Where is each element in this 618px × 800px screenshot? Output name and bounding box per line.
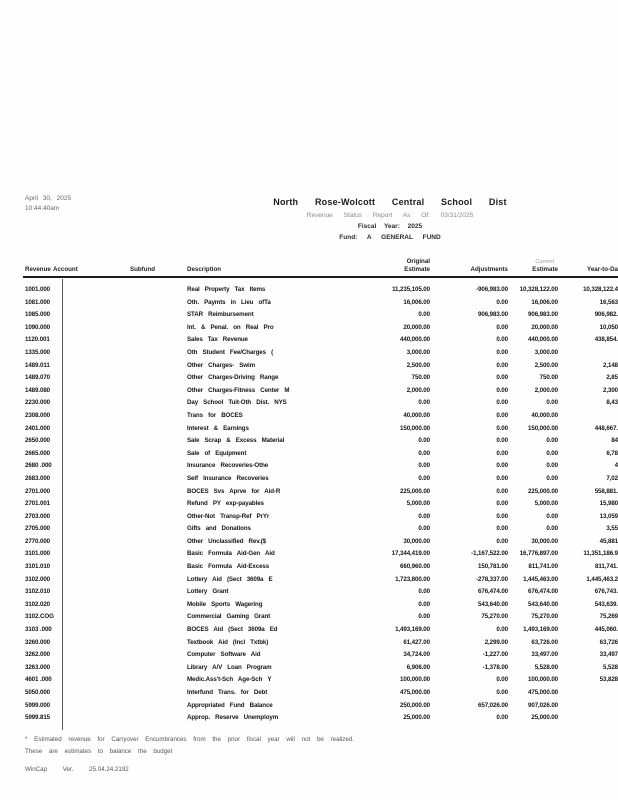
adjustments: -278,337.00 <box>476 575 508 583</box>
adjustments: 906,983.00 <box>478 311 508 319</box>
description: Textbook Aid (Incl Txtbk) <box>187 638 269 646</box>
original-estimate: 25,000.00 <box>403 714 430 722</box>
revenue-code: 4601 .000 <box>25 676 52 684</box>
revenue-code: 1085.000 <box>25 311 51 319</box>
header-rule <box>23 276 618 278</box>
adjustments: 676,474.00 <box>478 588 508 596</box>
table-row <box>0 688 618 701</box>
table-row <box>0 361 618 374</box>
year-to-date: 3,55 <box>606 525 618 533</box>
adjustments: 75,270.00 <box>481 613 508 621</box>
adjustments: 0.00 <box>496 626 508 634</box>
year-to-date: 2,85 <box>606 374 618 382</box>
footnote-1: * Estimated revenue for Carryover Encumbrances from the prior fiscal year will not be realized. <box>25 736 354 743</box>
year-to-date: 15,980 <box>599 500 618 508</box>
table-row <box>0 436 618 449</box>
original-estimate: 475,000.00 <box>400 689 430 696</box>
current-estimate: 2,000.00 <box>534 386 558 394</box>
table-row <box>0 323 618 336</box>
revenue-code: 5999.000 <box>25 701 51 709</box>
year-to-date: 1,445,463.2 <box>586 575 618 583</box>
adjustments: 0.00 <box>496 298 508 306</box>
current-estimate: 100,000.00 <box>528 676 558 684</box>
table-row <box>0 461 618 474</box>
table-body <box>0 285 618 726</box>
revenue-code: 2770.000 <box>25 537 51 545</box>
revenue-code: 3101.000 <box>25 550 51 558</box>
original-estimate: 0.00 <box>418 449 430 457</box>
table-row <box>0 512 618 525</box>
original-estimate: 16,006.00 <box>403 298 430 306</box>
current-estimate: 150,000.00 <box>528 424 558 432</box>
revenue-code: 2650.000 <box>25 437 51 445</box>
year-to-date: 63,726 <box>599 638 618 646</box>
revenue-code: 1120.001 <box>25 336 50 344</box>
current-estimate: 0.00 <box>546 525 558 533</box>
current-estimate: 5,000.00 <box>534 500 558 508</box>
table-row <box>0 713 618 726</box>
current-estimate: 811,741.00 <box>528 563 558 571</box>
table-row <box>0 675 618 688</box>
current-estimate: 907,026.00 <box>528 701 558 709</box>
adjustments: 0.00 <box>496 525 508 533</box>
adjustments: -1,227.00 <box>482 651 508 659</box>
revenue-code: 3260.000 <box>25 638 51 646</box>
description: Appropriated Fund Balance <box>187 701 273 709</box>
table-row <box>0 499 618 512</box>
original-estimate: 30,000.00 <box>403 537 430 545</box>
adjustments: 0.00 <box>496 500 508 508</box>
original-estimate: 0.00 <box>418 525 430 533</box>
adjustments: -1,378.00 <box>482 663 508 671</box>
year-to-date: 84 <box>611 437 618 445</box>
current-estimate: 0.00 <box>546 449 558 457</box>
current-estimate: 225,000.00 <box>528 487 558 495</box>
col-header-original-2: Estimate <box>404 266 430 273</box>
app-version: 25.04.24.2192 <box>89 766 129 773</box>
adjustments: 0.00 <box>496 537 508 545</box>
adjustments: 0.00 <box>496 361 508 369</box>
revenue-code: 2401.000 <box>25 424 51 432</box>
col-header-current-1: Current <box>535 259 554 265</box>
adjustments: 0.00 <box>496 374 508 382</box>
year-to-date: 7,02 <box>606 474 618 482</box>
revenue-code: 3103 .000 <box>25 626 52 634</box>
description: Commercial Gaming Grant <box>187 613 271 621</box>
fund-name: Fund: A GENERAL FUND <box>339 234 441 241</box>
year-to-date: 558,881. <box>594 487 618 495</box>
original-estimate: 20,000.00 <box>403 323 430 331</box>
adjustments: -1,167,522.00 <box>471 550 508 558</box>
year-to-date: 10,050 <box>599 323 618 331</box>
year-to-date: 906,982. <box>594 311 618 319</box>
adjustments: 657,026.00 <box>478 701 508 709</box>
revenue-code: 3102.020 <box>25 600 51 608</box>
year-to-date: 445,060. <box>594 626 618 634</box>
description: Insurance Recoveries-Othe <box>187 462 269 470</box>
table-row <box>0 373 618 386</box>
col-header-description: Description <box>187 266 222 273</box>
adjustments: 0.00 <box>496 449 508 457</box>
table-row <box>0 575 618 588</box>
current-estimate: 25,000.00 <box>531 714 558 722</box>
revenue-code: 2703.000 <box>25 512 51 520</box>
current-estimate: 3,000.00 <box>534 348 558 356</box>
description: STAR Reimbursement <box>187 311 254 319</box>
footnote-2: These are estimates to balance the budget <box>25 748 173 755</box>
table-row <box>0 587 618 600</box>
current-estimate: 30,000.00 <box>531 537 558 545</box>
table-row <box>0 701 618 714</box>
adjustments: -906,983.00 <box>476 286 508 293</box>
year-to-date: 543,639. <box>594 600 618 608</box>
current-estimate: 33,497.00 <box>531 651 558 659</box>
description: Real Property Tax Items <box>187 286 266 293</box>
table-row <box>0 386 618 399</box>
adjustments: 0.00 <box>496 487 508 495</box>
year-to-date: 2,148 <box>603 361 618 369</box>
year-to-date: 4 <box>614 462 618 470</box>
description: Other Unclassified Rev.($ <box>187 537 267 545</box>
description: Trans for BOCES <box>187 411 243 419</box>
table-row <box>0 612 618 625</box>
description: Sale Scrap & Excess Material <box>187 437 285 445</box>
table-row <box>0 398 618 411</box>
year-to-date: 10,328,122.4 <box>583 286 618 293</box>
revenue-code: 3262.000 <box>25 651 51 659</box>
year-to-date: 6,78 <box>606 449 618 457</box>
description: Mobile Sports Wagering <box>187 600 263 608</box>
original-estimate: 61,427.00 <box>403 638 430 646</box>
current-estimate: 906,983.00 <box>528 311 558 319</box>
description: Oth. Paymts in Lieu ofTa <box>187 298 271 306</box>
current-estimate: 0.00 <box>546 474 558 482</box>
original-estimate: 6,906.00 <box>406 663 430 671</box>
description: Sale of Equipment <box>187 449 247 457</box>
current-estimate: 5,528.00 <box>534 663 558 671</box>
current-estimate: 10,328,122.00 <box>519 286 558 293</box>
year-to-date: 8,43 <box>606 399 618 407</box>
table-row <box>0 310 618 323</box>
adjustments: 0.00 <box>496 714 508 722</box>
year-to-date: 33,497 <box>599 651 618 659</box>
year-to-date: 438,854. <box>594 336 618 344</box>
description: Lottery Grant <box>187 588 229 596</box>
description: Oth Student Fee/Charges ( <box>187 348 274 356</box>
revenue-code: 5999.815 <box>25 714 51 722</box>
current-estimate: 440,000.00 <box>528 336 558 344</box>
original-estimate: 0.00 <box>418 588 430 596</box>
revenue-code: 1090.000 <box>25 323 51 331</box>
adjustments: 0.00 <box>496 336 508 344</box>
adjustments: 0.00 <box>496 676 508 684</box>
table-row <box>0 524 618 537</box>
original-estimate: 1,493,169.00 <box>395 626 430 634</box>
report-title: Revenue Status Report As Of: 03/31/2025 <box>306 212 474 219</box>
original-estimate: 0.00 <box>418 462 430 470</box>
table-row <box>0 474 618 487</box>
revenue-code: 3102.COG <box>25 613 54 621</box>
revenue-code: 3102.010 <box>25 588 51 596</box>
year-to-date: 676,743. <box>594 588 618 596</box>
current-estimate: 543,640.00 <box>528 600 558 608</box>
revenue-code: 2701.001 <box>25 500 51 508</box>
adjustments: 0.00 <box>496 399 508 407</box>
original-estimate: 225,000.00 <box>400 487 430 495</box>
description: Refund PY exp-payables <box>187 500 264 508</box>
description: Library A/V Loan Program <box>187 663 272 671</box>
current-estimate: 0.00 <box>546 462 558 470</box>
col-header-current-2: Estimate <box>532 266 558 273</box>
table-row <box>0 625 618 638</box>
adjustments: 0.00 <box>496 462 508 470</box>
table-row <box>0 348 618 361</box>
report-header <box>160 197 618 241</box>
year-to-date: 13,059 <box>599 512 618 520</box>
year-to-date: 45,881 <box>599 537 618 545</box>
current-estimate: 0.00 <box>546 512 558 520</box>
revenue-code: 1001.000 <box>25 286 51 293</box>
current-estimate: 0.00 <box>546 399 558 407</box>
current-estimate: 20,000.00 <box>531 323 558 331</box>
table-row <box>0 298 618 311</box>
revenue-code: 2701.000 <box>25 487 51 495</box>
revenue-code: 1489.080 <box>25 386 51 394</box>
adjustments: 2,299.00 <box>484 638 508 646</box>
current-estimate: 0.00 <box>546 437 558 445</box>
adjustments: 0.00 <box>496 348 508 356</box>
original-estimate: 34,724.00 <box>403 651 430 659</box>
original-estimate: 17,344,419.00 <box>391 550 430 558</box>
table-row <box>0 600 618 613</box>
adjustments: 0.00 <box>496 424 508 432</box>
current-estimate: 2,500.00 <box>534 361 558 369</box>
description: Computer Software Aid <box>187 651 261 659</box>
original-estimate: 100,000.00 <box>400 676 430 684</box>
description: Interfund Trans. for Debt <box>187 689 268 696</box>
description: Int. & Penal. on Real Pro <box>187 323 274 331</box>
current-estimate: 1,493,169.00 <box>523 626 558 634</box>
revenue-code: 2680 .000 <box>25 462 52 470</box>
original-estimate: 40,000.00 <box>403 411 430 419</box>
year-to-date: 75,269 <box>599 613 618 621</box>
description: Approp. Reserve Unemploym <box>187 714 279 722</box>
col-header-revenue: Revenue <box>25 266 51 273</box>
app-ver-label: Ver. <box>62 766 74 773</box>
original-estimate: 660,960.00 <box>400 563 430 571</box>
revenue-code: 2705.000 <box>25 525 51 533</box>
adjustments: 150,781.00 <box>478 563 508 571</box>
current-estimate: 75,270.00 <box>531 613 558 621</box>
current-estimate: 16,776,897.00 <box>519 550 558 558</box>
table-row <box>0 285 618 298</box>
original-estimate: 0.00 <box>418 613 430 621</box>
current-estimate: 676,474.00 <box>528 588 558 596</box>
current-estimate: 40,000.00 <box>531 411 558 419</box>
current-estimate: 63,726.00 <box>531 638 558 646</box>
revenue-code: 2308.000 <box>25 411 51 419</box>
original-estimate: 3,000.00 <box>406 348 430 356</box>
table-row <box>0 537 618 550</box>
revenue-code: 1489.070 <box>25 374 51 382</box>
table-row <box>0 411 618 424</box>
print-date: April 30, 2025 <box>25 195 72 202</box>
year-to-date: 16,563 <box>599 298 618 306</box>
description: BOCES Svs Aprve for Aid-R <box>187 487 281 495</box>
table-row <box>0 650 618 663</box>
description: Other-Not Transp-Ref PrYr <box>187 512 270 520</box>
col-header-year-to-date: Year-to-Da <box>587 266 618 273</box>
description: Sales Tax Revenue <box>187 336 248 344</box>
print-time: 10:44:40am <box>25 205 60 212</box>
table-row <box>0 335 618 348</box>
original-estimate: 0.00 <box>418 437 430 445</box>
original-estimate: 5,000.00 <box>406 500 430 508</box>
original-estimate: 750.00 <box>411 374 430 382</box>
revenue-code: 1335.000 <box>25 348 51 356</box>
revenue-code: 1081.000 <box>25 298 51 306</box>
year-to-date: 5,528 <box>603 663 618 671</box>
app-name: WinCap <box>25 766 48 773</box>
table-row <box>0 562 618 575</box>
year-to-date: 448,667. <box>594 424 618 432</box>
description: Self Insurance Recoveries <box>187 474 269 482</box>
revenue-code: 2683.000 <box>25 474 51 482</box>
revenue-code: 3102.000 <box>25 575 51 583</box>
year-to-date: 2,300 <box>603 386 618 394</box>
revenue-code: 2665.000 <box>25 449 51 457</box>
original-estimate: 0.00 <box>418 600 430 608</box>
table-row <box>0 424 618 437</box>
original-estimate: 2,500.00 <box>406 361 430 369</box>
table-row <box>0 663 618 676</box>
revenue-code: 1489.011 <box>25 361 50 369</box>
description: Gifts and Donations <box>187 525 251 533</box>
original-estimate: 440,000.00 <box>400 336 430 344</box>
adjustments: 0.00 <box>496 411 508 419</box>
original-estimate: 0.00 <box>418 311 430 319</box>
table-row <box>0 638 618 651</box>
adjustments: 0.00 <box>496 474 508 482</box>
year-to-date: 11,351,186.9 <box>583 550 618 558</box>
col-header-adjustments: Adjustments <box>470 266 508 273</box>
table-row <box>0 449 618 462</box>
table-row <box>0 487 618 500</box>
fiscal-year: Fiscal Year: 2025 <box>357 223 423 230</box>
description: Other Charges- Swim <box>187 361 256 369</box>
revenue-code: 3263.000 <box>25 663 51 671</box>
description: Basic Formula Aid-Excess <box>187 563 270 571</box>
current-estimate: 16,006.00 <box>531 298 558 306</box>
description: Day School Tuit-Oth Dist. NYS <box>187 399 287 407</box>
original-estimate: 11,235,105.00 <box>392 286 430 293</box>
print-datetime <box>25 194 71 214</box>
original-estimate: 1,723,800.00 <box>395 575 430 583</box>
description: Other Charges-Fitness Center M <box>187 386 290 394</box>
col-header-original-1: Original <box>406 258 430 265</box>
year-to-date: 53,828 <box>599 676 618 684</box>
year-to-date: 811,741. <box>595 563 618 571</box>
col-header-subfund: Subfund <box>130 266 156 273</box>
district-name: North Rose-Wolcott Central School Dist <box>273 197 507 207</box>
description: Other Charges-Driving Range <box>187 374 279 382</box>
description: Lottery Aid (Sect 3609a E <box>187 575 273 583</box>
original-estimate: 0.00 <box>418 474 430 482</box>
original-estimate: 0.00 <box>418 399 430 407</box>
original-estimate: 250,000.00 <box>400 701 430 709</box>
adjustments: 543,640.00 <box>478 600 508 608</box>
original-estimate: 2,000.00 <box>406 386 430 394</box>
col-header-account: Account <box>53 266 78 273</box>
adjustments: 0.00 <box>496 689 508 696</box>
adjustments: 0.00 <box>496 512 508 520</box>
adjustments: 0.00 <box>496 437 508 445</box>
app-version-line <box>25 766 143 773</box>
description: BOCES Aid (Sect 3609a Ed <box>187 626 278 634</box>
current-estimate: 750.00 <box>539 374 558 382</box>
revenue-code: 5050.000 <box>25 689 51 696</box>
current-estimate: 475,000.00 <box>528 689 558 696</box>
description: Medic.Ass't-Sch Age-Sch Y <box>187 676 272 684</box>
revenue-code: 3101.010 <box>25 563 51 571</box>
original-estimate: 0.00 <box>418 512 430 520</box>
adjustments: 0.00 <box>496 323 508 331</box>
adjustments: 0.00 <box>496 386 508 394</box>
original-estimate: 150,000.00 <box>400 424 430 432</box>
revenue-code: 2230.000 <box>25 399 51 407</box>
description: Interest & Earnings <box>187 424 249 432</box>
description: Basic Formula Aid-Gen Aid <box>187 550 275 558</box>
table-row <box>0 549 618 562</box>
current-estimate: 1,445,463.00 <box>523 575 558 583</box>
